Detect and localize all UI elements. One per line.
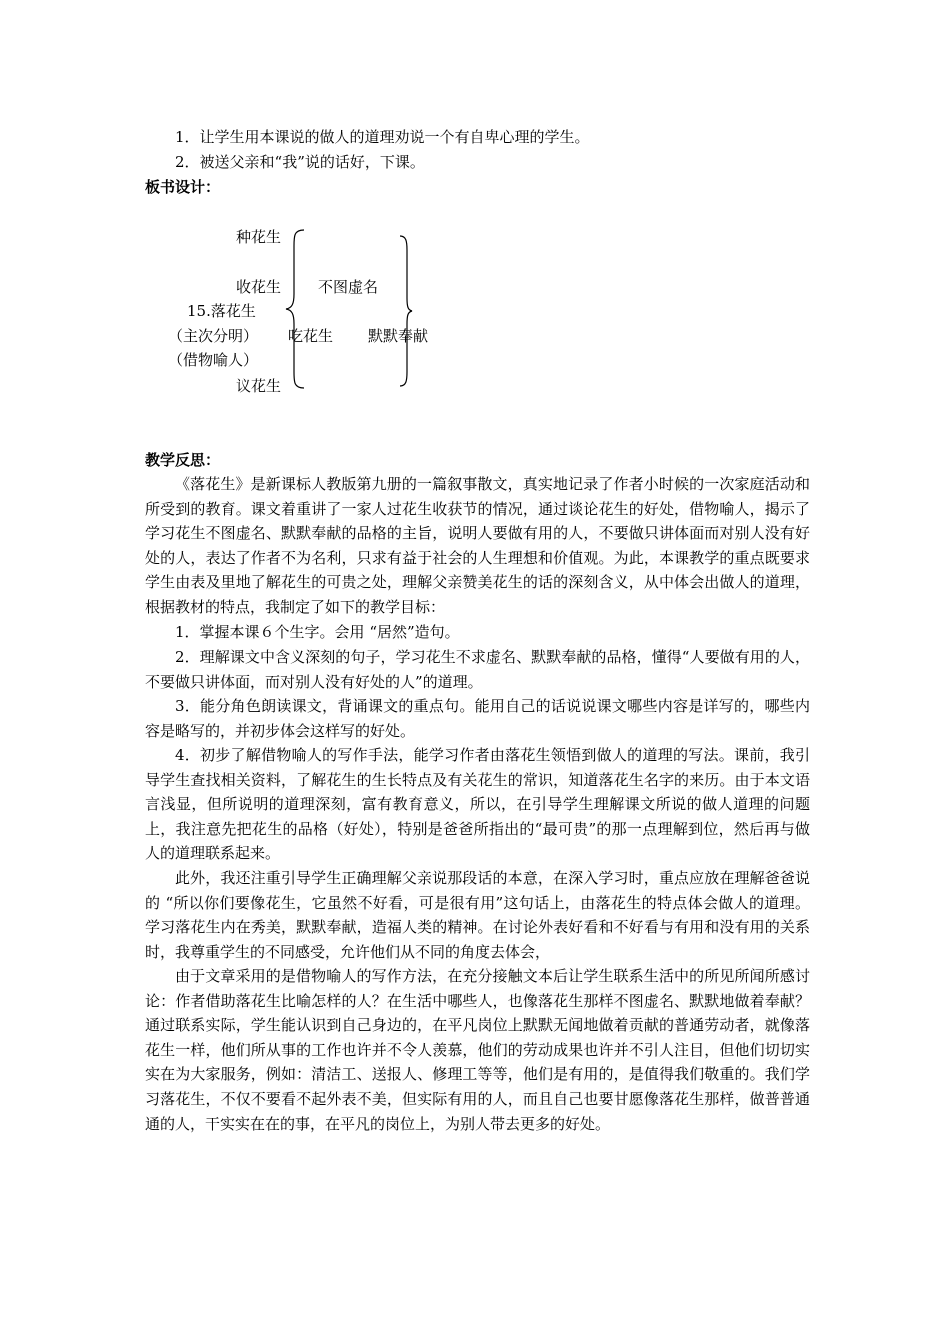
board-item-plant: 种花生 [236, 228, 282, 246]
left-brace-icon [284, 228, 306, 390]
goal-item: 2．理解课文中含义深刻的句子，学习花生不求虚名、默默奉献的品格，懂得“人要做有用的人，不要做只讲体面，而对别人没有好处的人”的道理。 [145, 648, 810, 691]
board-label-dedication: 默默奉献 [368, 327, 429, 345]
goal-item: 1．掌握本课６个生字。会用 “居然”造句。 [175, 623, 460, 641]
board-item-discuss: 议花生 [236, 377, 282, 395]
reflection-paragraph: 《落花生》是新课标人教版第九册的一篇叙事散文，真实地记录了作者小时候的一次家庭活动和所受到的教育。课文着重讲了一家人过花生收获节的情况，通过谈论花生的好处，借物喻人，揭示了学习花生不图虚名、默默奉献的品格的主旨，说明人要做有用的人，不要做只讲体面而对别人没有好处的人，表达了作者不为名利，只求有益于社会的人生理想和价值观。为此，本课教学的重点既要求学生由表及里地了解花生的可贵之处，理解父亲赞美花生的话的深刻含义，从中体会出做人的道理，根据教材的特点，我制定了如下的教学目标： [145, 475, 810, 616]
board-note-method: （借物喻人） [168, 351, 259, 369]
right-brace-icon [398, 234, 414, 388]
reflection-paragraph: 由于文章采用的是借物喻人的写作方法，在充分接触文本后让学生联系生活中的所见所闻所感讨论：作者借助落花生比喻怎样的人？在生活中哪些人，也像落花生那样不图虚名、默默地做着奉献？通过联系实际，学生能认识到自己身边的，在平凡岗位上默默无闻地做着贡献的普通劳动者，就像落花生一样，他们所从事的工作也许并不令人羡慕，他们的劳动成果也许并不引人注目，但他们切切实实在为大家服务，例如：清洁工、送报人、修理工等等，他们是有用的，是值得我们敬重的。我们学习落花生，不仅不要看不起外表不美，但实际有用的人，而且自己也要甘愿像落花生那样，做普普通通的人，干实实在在的事，在平凡的岗位上，为别人带去更多的好处。 [145, 967, 810, 1133]
reflection-heading: 教学反思： [145, 451, 221, 469]
list-item: 1．让学生用本课说的做人的道理劝说一个有自卑心理的学生。 [175, 128, 590, 146]
board-design-heading: 板书设计： [145, 178, 221, 196]
board-item-harvest: 收花生 [236, 278, 282, 296]
board-label-no-fame: 不图虚名 [318, 278, 379, 296]
board-lesson-title: 15.落花生 [187, 302, 256, 320]
goal-item: 4．初步了解借物喻人的写作手法，能学习作者由落花生领悟到做人的道理的写法。课前，我引导学生查找相关资料，了解花生的生长特点及有关花生的常识，知道落花生名字的来历。由于本文语言浅显，但所说明的道理深刻，富有教育意义，所以，在引导学生理解课文所说的做人道理的问题上，我注意先把花生的品格（好处），特别是爸爸所指出的“最可贵”的那一点理解到位，然后再与做人的道理联系起来。 [145, 746, 810, 863]
board-note-structure: （主次分明） [168, 327, 259, 345]
reflection-paragraph: 此外，我还注重引导学生正确理解父亲说那段话的本意，在深入学习时，重点应放在理解爸爸说的 “所以你们要像花生，它虽然不好看，可是很有用”这句话上，由落花生的特点体会做人的道理。学习落花生内在秀美，默默奉献，造福人类的精神。在讨论外表好看和不好看与有用和没有用的关系时，我尊重学生的不同感受，允许他们从不同的角度去体会， [145, 869, 810, 961]
list-item: 2．被送父亲和“我”说的话好，下课。 [175, 153, 425, 171]
goal-item: 3．能分角色朗读课文，背诵课文的重点句。能用自己的话说说课文哪些内容是详写的，哪些内容是略写的，并初步体会这样写的好处。 [145, 697, 810, 740]
board-item-eat: 吃花生 [288, 327, 334, 345]
